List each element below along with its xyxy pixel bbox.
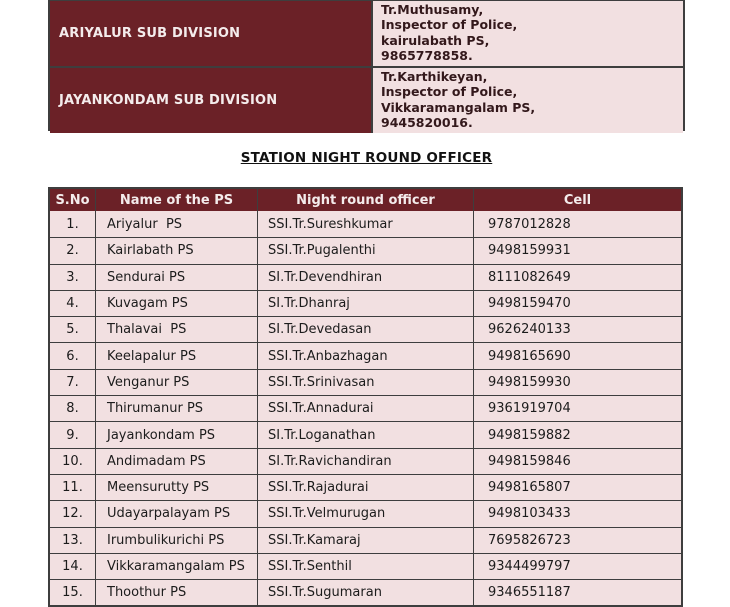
ps-name-value: Thirumanur PS	[95, 396, 257, 421]
table-row	[50, 448, 681, 474]
sno-value: 5.	[66, 322, 79, 338]
officer-name-value: SSI.Tr.Sureshkumar	[257, 211, 473, 237]
table-row	[50, 316, 681, 342]
contact-line: Tr.Muthusamy,	[381, 2, 484, 17]
ps-name-value: Keelapalur PS	[95, 343, 257, 368]
ps-name-value: Sendurai PS	[95, 265, 257, 290]
officer-name-value: SSI.Tr.Velmurugan	[257, 501, 473, 526]
contact-line: kairulabath PS,	[381, 32, 490, 48]
cell-number-value: 9346551187	[473, 580, 681, 605]
table-row	[50, 342, 681, 368]
ps-name-value: Kairlabath PS	[95, 238, 257, 263]
ps-name-value: Thoothur PS	[95, 580, 257, 605]
cell-number-value: 9498159882	[473, 422, 681, 447]
division-contact	[371, 1, 683, 66]
officer-name-value: SSI.Tr.Anbazhagan	[257, 343, 473, 368]
column-header-cell: Cell	[473, 189, 681, 211]
ps-name-value: Udayarpalayam PS	[95, 501, 257, 526]
ps-name-value: Venganur PS	[95, 370, 257, 395]
ps-name-value: Thalavai PS	[95, 317, 257, 342]
table-row	[50, 500, 681, 526]
officer-name-value: SSI.Tr.Pugalenthi	[257, 238, 473, 263]
officer-name-value: SSI.Tr.Senthil	[257, 554, 473, 579]
ps-name-value: Irumbulikurichi PS	[95, 528, 257, 553]
table-body	[50, 211, 681, 605]
sno-value: 1.	[66, 216, 79, 232]
section-title: STATION NIGHT ROUND OFFICER	[240, 150, 493, 166]
division-contact	[371, 68, 683, 133]
ps-name-value: Jayankondam PS	[95, 422, 257, 447]
table-row	[50, 395, 681, 421]
sno-value: 4.	[66, 296, 79, 312]
cell-number-value: 9344499797	[473, 554, 681, 579]
contact-line: Vikkaramangalam PS,	[381, 99, 536, 115]
sno-value: 13.	[62, 532, 83, 548]
table-row	[50, 290, 681, 316]
table-row	[50, 1, 683, 66]
officer-name-value: SI.Tr.Devendhiran	[257, 265, 473, 290]
contact-line: 9445820016.	[381, 115, 473, 131]
column-header-sno: S.No	[55, 192, 90, 208]
table-row	[50, 66, 683, 129]
officer-name-value: SI.Tr.Loganathan	[257, 422, 473, 447]
cell-number-value: 9787012828	[473, 211, 681, 237]
cell-number-value: 9626240133	[473, 317, 681, 342]
cell-number-value: 8111082649	[473, 265, 681, 290]
division-name: ARIYALUR SUB DIVISION	[50, 1, 371, 66]
sno-value: 9.	[66, 427, 79, 443]
sno-value: 6.	[66, 348, 79, 364]
officer-name-value: SSI.Tr.Rajadurai	[257, 475, 473, 500]
officer-name-value: SSI.Tr.Annadurai	[257, 396, 473, 421]
sub-division-table	[48, 0, 685, 131]
officer-name-value: SI.Tr.Ravichandiran	[257, 449, 473, 474]
table-row	[50, 527, 681, 553]
sno-value: 10.	[62, 453, 83, 469]
table-row	[50, 211, 681, 237]
sno-value: 15.	[62, 585, 83, 601]
cell-number-value: 9498103433	[473, 501, 681, 526]
cell-number-value: 7695826723	[473, 528, 681, 553]
cell-number-value: 9498165807	[473, 475, 681, 500]
ps-name-value: Vikkaramangalam PS	[95, 554, 257, 579]
division-name: JAYANKONDAM SUB DIVISION	[50, 68, 371, 133]
sno-value: 8.	[66, 401, 79, 417]
column-header-officer: Night round officer	[257, 189, 473, 211]
contact-line: Inspector of Police,	[381, 17, 518, 33]
cell-number-value: 9498159846	[473, 449, 681, 474]
cell-number-value: 9361919704	[473, 396, 681, 421]
column-header-ps-name: Name of the PS	[95, 189, 257, 211]
sno-value: 14.	[62, 559, 83, 574]
table-row	[50, 237, 681, 263]
sno-value: 3.	[66, 269, 79, 285]
table-row	[50, 474, 681, 500]
table-row	[50, 421, 681, 447]
officer-name-value: SI.Tr.Devedasan	[257, 317, 473, 342]
contact-line: 9865778858.	[381, 48, 473, 64]
table-row	[50, 264, 681, 290]
sno-value: 12.	[62, 506, 83, 522]
table-row	[50, 553, 681, 579]
cell-number-value: 9498159931	[473, 238, 681, 263]
ps-name-value: Kuvagam PS	[95, 291, 257, 316]
sno-value: 2.	[66, 243, 79, 259]
cell-number-value: 9498159470	[473, 291, 681, 316]
contact-line: Inspector of Police,	[381, 84, 518, 100]
table-header-row	[50, 189, 681, 211]
ps-name-value: Andimadam PS	[95, 449, 257, 474]
table-row	[50, 369, 681, 395]
ps-name-value: Ariyalur PS	[95, 211, 257, 237]
officer-name-value: SSI.Tr.Kamaraj	[257, 528, 473, 553]
contact-line: Tr.Karthikeyan,	[381, 69, 488, 84]
sno-value: 11.	[62, 480, 83, 496]
ps-name-value: Meensurutty PS	[95, 475, 257, 500]
cell-number-value: 9498165690	[473, 343, 681, 368]
sno-value: 7.	[66, 374, 79, 390]
cell-number-value: 9498159930	[473, 370, 681, 395]
officer-name-value: SSI.Tr.Sugumaran	[257, 580, 473, 605]
table-row	[50, 579, 681, 605]
officer-name-value: SSI.Tr.Srinivasan	[257, 370, 473, 395]
night-round-officer-table	[48, 187, 683, 607]
officer-name-value: SI.Tr.Dhanraj	[257, 291, 473, 316]
